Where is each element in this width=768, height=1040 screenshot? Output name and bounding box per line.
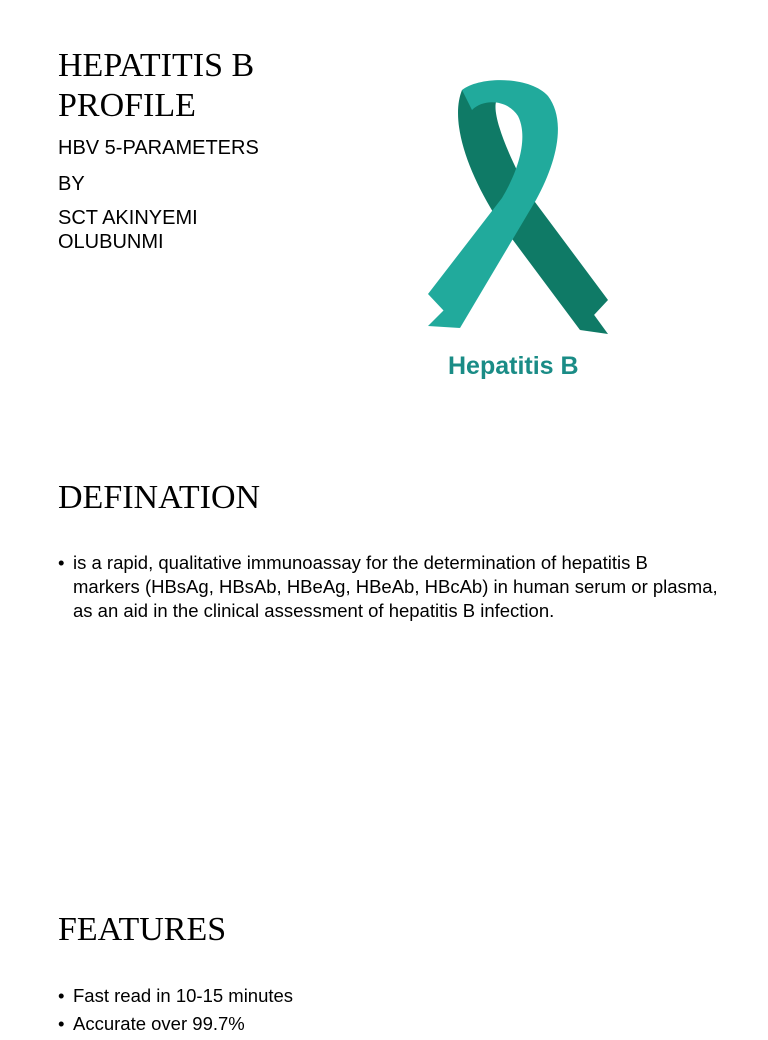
list-item <box>58 551 718 623</box>
author-line-1: SCT AKINYEMI <box>58 207 198 229</box>
title-line-2: PROFILE <box>58 87 196 124</box>
list-item <box>58 1012 718 1036</box>
ribbon-graphic <box>420 80 620 340</box>
bullet-text: Accurate over 99.7% <box>73 1013 245 1034</box>
author-line-2: OLUBUNMI <box>58 231 164 253</box>
title-line-1: HEPATITIS B <box>58 47 255 84</box>
bullet-icon: • <box>58 552 65 573</box>
by-label: BY <box>58 173 85 195</box>
definition-slide <box>0 440 768 872</box>
features-slide <box>0 872 768 1034</box>
bullet-icon: • <box>58 985 65 1006</box>
subtitle: HBV 5-PARAMETERS <box>58 137 259 159</box>
bullet-text: Fast read in 10-15 minutes <box>73 985 294 1006</box>
bullet-icon: • <box>58 1013 65 1034</box>
definition-title: DEFINATION <box>58 479 261 516</box>
features-list <box>58 984 718 1040</box>
list-item <box>58 984 718 1008</box>
ribbon-caption: Hepatitis B <box>448 352 579 380</box>
bullet-text: is a rapid, qualitative immunoassay for the determination of hepatitis B markers (HBsAg, HBsAb, HBeAg, HBeAb, HBcAb) in human serum or plasma, as an aid in the clinical assessment of hepatitis B infection. <box>73 552 718 621</box>
definition-list <box>58 551 718 623</box>
title-block <box>58 46 358 254</box>
slide-title <box>58 46 358 126</box>
author-name <box>58 206 358 254</box>
title-slide <box>0 0 768 440</box>
features-title: FEATURES <box>58 911 227 948</box>
